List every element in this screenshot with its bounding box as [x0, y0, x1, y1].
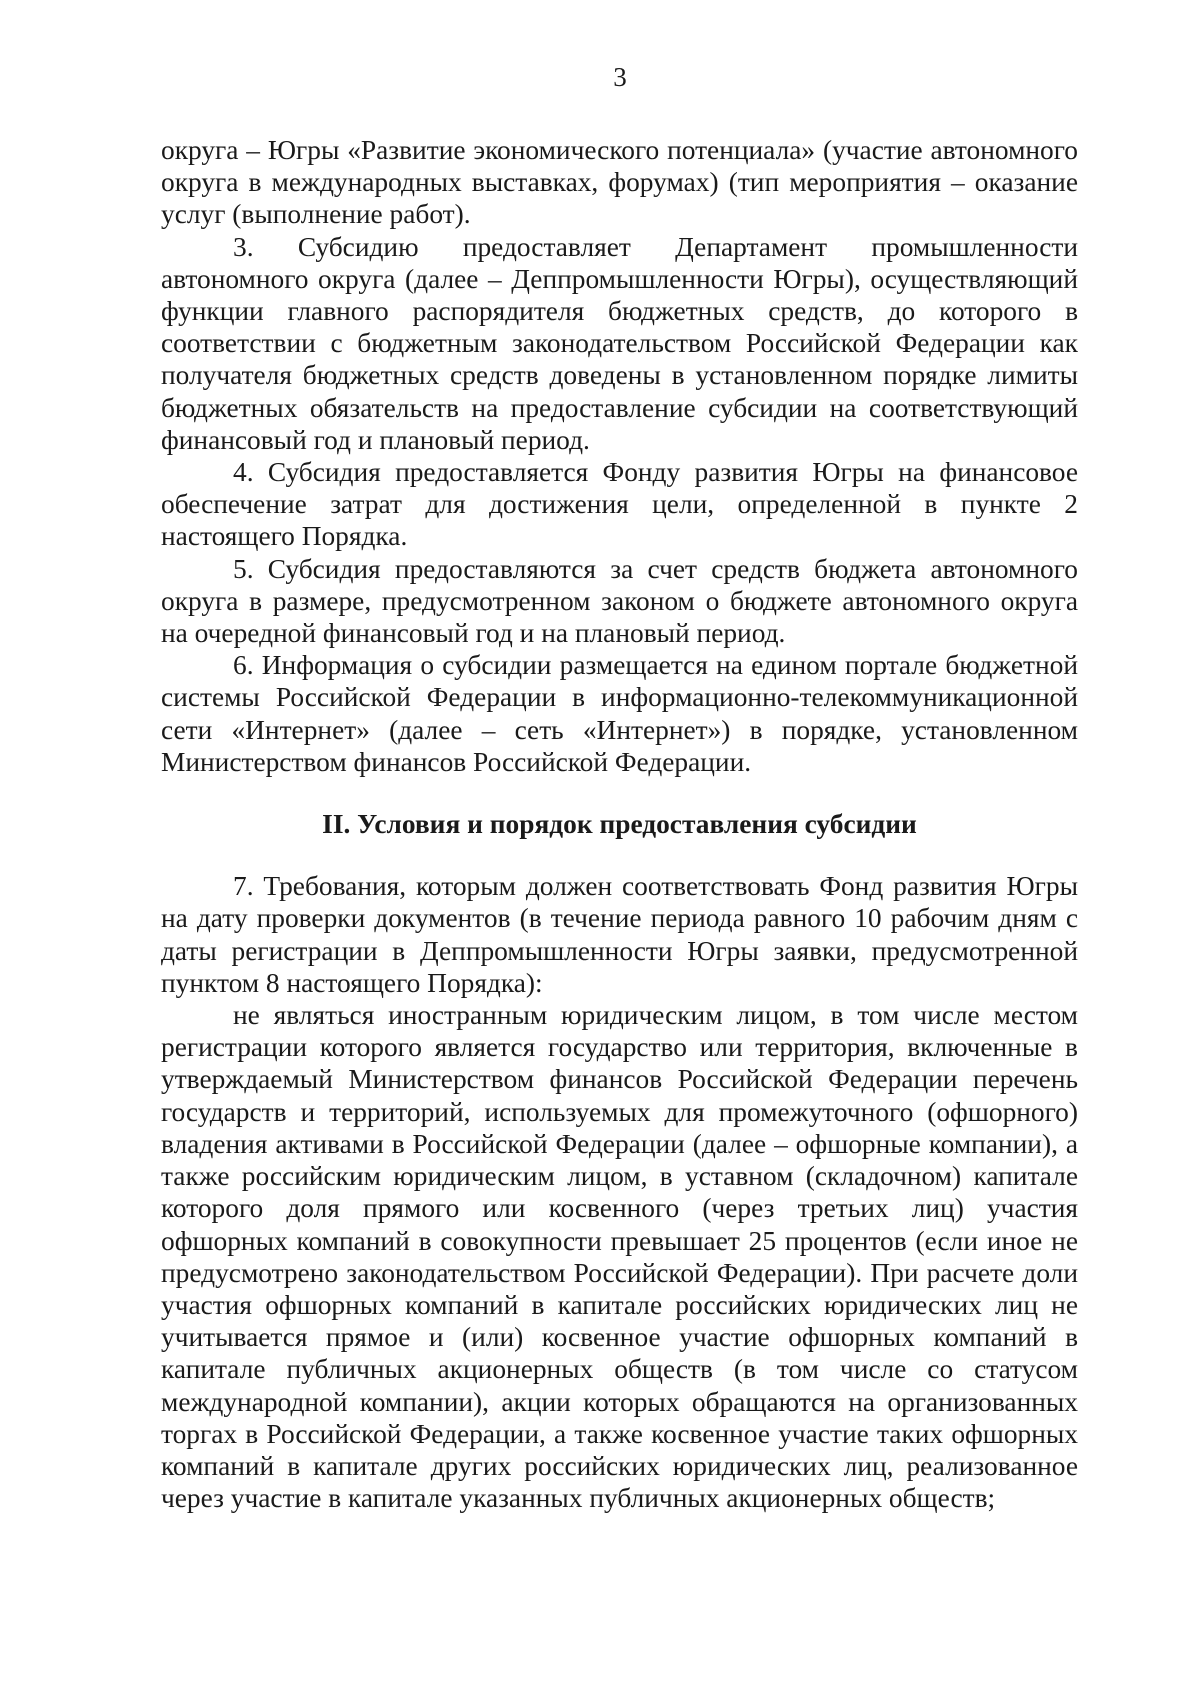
- paragraph-continuation: округа – Югры «Развитие экономического потенциала» (участие автономного округа в международных выставках, форумах) (тип мероприятия – оказание услуг (выполнение работ).: [161, 135, 1078, 230]
- paragraph-7-requirement: не являться иностранным юридическим лицом, в том числе местом регистрации которого является государство или территория, включенные в утверждаемый Министерством финансов Российской Федерации перечень государств и территорий, используемых для промежуточного (офшорного) владения активами в Российской Федерации (далее – офшорные компании), а также российским юридическим лицом, в уставном (складочном) капитале которого доля прямого или косвенного (через третьих лиц) участия офшорных компаний в совокупности превышает 25 процентов (если иное не предусмотрено законодательством Российской Федерации). При расчете доли участия офшорных компаний в капитале российских юридических лиц не учитывается прямое и (или) косвенное участие офшорных компаний в капитале публичных акционерных обществ (в том числе со статусом международной компании), акции которых обращаются на организованных торгах в Российской Федерации, а также косвенное участие таких офшорных компаний в капитале других российских юридических лиц, реализованное через участие в капитале указанных публичных акционерных обществ;: [161, 1000, 1078, 1514]
- paragraph-6: 6. Информация о субсидии размещается на едином портале бюджетной системы Российской Федерации в информационно-телекоммуникационной сети «Интернет» (далее – сеть «Интернет») в порядке, установленном Министерством финансов Российской Федерации.: [161, 650, 1078, 777]
- paragraph-5: 5. Субсидия предоставляются за счет средств бюджета автономного округа в размере, предусмотренном законом о бюджете автономного округа на очередной финансовый год и на плановый период.: [161, 553, 1078, 649]
- page-number: 3: [613, 62, 627, 92]
- paragraph-4: 4. Субсидия предоставляется Фонду развития Югры на финансовое обеспечение затрат для достижения цели, определенной в пункте 2 настоящего Порядка.: [161, 457, 1078, 552]
- paragraph-7: 7. Требования, которым должен соответствовать Фонд развития Югры на дату проверки документов (в течение периода равного 10 рабочим дням с даты регистрации в Деппромышленности Югры заявки, предусмотренной пунктом 8 настоящего Порядка):: [161, 871, 1078, 998]
- section-heading: II. Условия и порядок предоставления субсидии: [322, 809, 917, 840]
- paragraph-3: 3. Субсидию предоставляет Департамент промышленности автономного округа (далее – Деппромышленности Югры), осуществляющий функции главного распорядителя бюджетных средств, до которого в соответствии с бюджетным законодательством Российской Федерации как получателя бюджетных средств доведены в установленном порядке лимиты бюджетных обязательств на предоставление субсидии на соответствующий финансовый год и плановый период.: [161, 231, 1078, 455]
- document-body: [161, 134, 1078, 1514]
